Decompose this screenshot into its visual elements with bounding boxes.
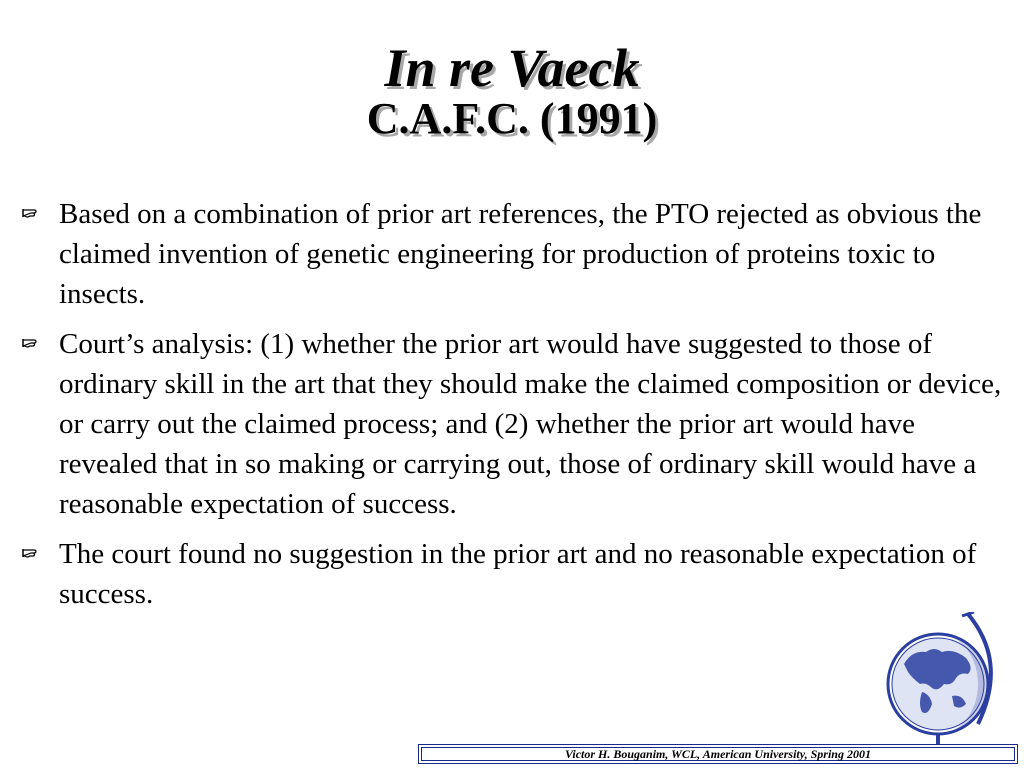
footer-box [418, 744, 1018, 764]
footer-text: Victor H. Bouganim, WCL, American University, Spring 2001 [565, 746, 871, 761]
bullet-list [22, 194, 1012, 624]
bullet-text: Court’s analysis: (1) whether the prior art would have suggested to those of ordinary skill in the art that they should make the claimed composition or device, or carry out the claimed process; and (2) whether the prior art would have revealed that in so making or carrying out, those of ordinary skill would have a reasonable expectation of success. [59, 328, 1002, 520]
slide-title: In re Vaeck [384, 38, 640, 98]
title-block [0, 38, 1024, 144]
bullet-item [22, 534, 1012, 614]
bullet-item [22, 324, 1012, 524]
bullet-text: Based on a combination of prior art references, the PTO rejected as obvious the claimed invention of genetic engineering for production of proteins toxic to insects. [59, 198, 982, 310]
bullet-text: The court found no suggestion in the prior art and no reasonable expectation of success. [59, 538, 977, 610]
pointing-hand-icon [22, 544, 44, 560]
slide-subtitle: C.A.F.C. (1991) [366, 94, 658, 143]
pointing-hand-icon [22, 334, 44, 350]
bullet-item [22, 194, 1012, 314]
globe-icon [882, 612, 1002, 762]
pointing-hand-icon [22, 204, 44, 220]
